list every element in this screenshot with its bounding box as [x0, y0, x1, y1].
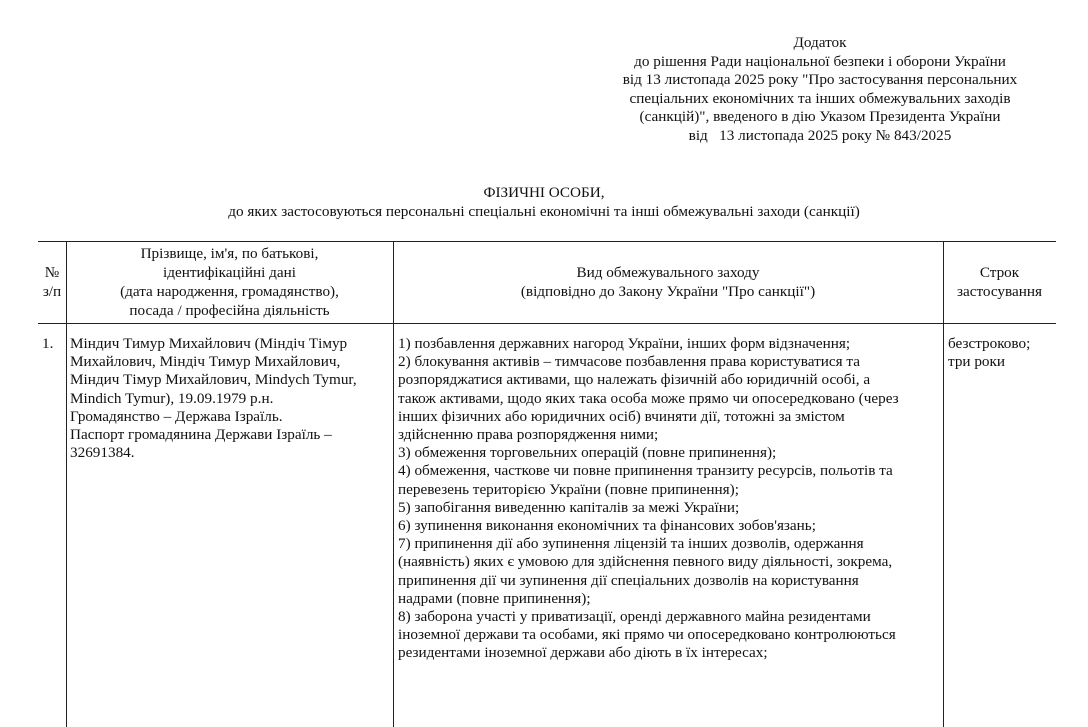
header-person-line: Прізвище, ім'я, по батькові, [140, 245, 319, 262]
measure-line: 8) заборона участі у приватизації, оренді державного майна резидентами [398, 608, 871, 626]
person-line: Громадянство – Держава Ізраїль. [70, 407, 283, 425]
header-term-line: застосування [957, 283, 1042, 300]
restrictive-measures [398, 335, 938, 663]
document-title [0, 183, 1088, 221]
appendix-line: від 13 листопада 2025 року № 843/2025 [688, 126, 952, 144]
measure-line: здійсненню права розпорядження ними; [398, 426, 659, 444]
measure-line: (наявність) яких є умовою для здійснення певного виду діяльності, зокрема, [398, 553, 893, 571]
measure-line: 2) блокування активів – тимчасове позбавлення права користуватися та [398, 353, 860, 371]
measure-line: розпоряджатися активами, що належать фізичній або юридичній особі, а [398, 371, 871, 389]
term-line: три роки [948, 353, 1006, 371]
measure-line: також активами, щодо яких така особа може прямо чи опосередковано (через [398, 389, 899, 407]
row-number-text: 1. [42, 335, 54, 352]
row-number [42, 335, 64, 353]
header-measure-line: Вид обмежувального заходу [576, 264, 760, 281]
measure-line: 1) позбавлення державних нагород України, інших форм відзначення; [398, 335, 851, 352]
header-measure [393, 241, 943, 323]
person-line: Mindich Tymur), 19.09.1979 р.н. [70, 389, 274, 407]
header-person-line: посада / професійна діяльність [129, 302, 330, 319]
measure-line: 7) припинення дії або зупинення ліцензій та інших дозволів, одержання [398, 535, 864, 553]
person-line: 32691384. [70, 444, 135, 462]
measure-line: 3) обмеження торговельних операцій (повне припинення); [398, 444, 777, 462]
measure-line: припинення дії чи зупинення дії спеціальних дозволів на користування [398, 571, 859, 589]
table-header-divider [38, 323, 1056, 324]
measure-line: 6) зупинення виконання економічних та фінансових зобов'язань; [398, 517, 816, 535]
appendix-line: спеціальних економічних та інших обмежувальних заходів [629, 89, 1011, 107]
person-line: Михайлович, Міндіч Тимур Михайлович, [70, 353, 341, 371]
header-term-line: Строк [979, 264, 1020, 281]
measure-line: інших фізичних або юридичних осіб) вчиняти дії, тотожні за змістом [398, 407, 845, 425]
measure-line: надрами (повне припинення); [398, 589, 591, 607]
header-number [38, 241, 66, 323]
application-term [948, 335, 1052, 371]
measure-line: 5) запобігання виведенню капіталів за межі України; [398, 498, 740, 516]
appendix-line: до рішення Ради національної безпеки і оборони України [634, 52, 1006, 70]
person-line: Паспорт громадянина Держави Ізраїль – [70, 426, 332, 444]
header-measure-line: (відповідно до Закону України "Про санкції") [520, 283, 816, 300]
appendix-header [570, 34, 1070, 146]
appendix-line: від 13 листопада 2025 року "Про застосування персональних [622, 71, 1018, 89]
measure-line: 4) обмеження, часткове чи повне припинення транзиту ресурсів, польотів та [398, 462, 893, 480]
measure-line: перевезень територією України (повне припинення); [398, 480, 739, 498]
appendix-line: Додаток [793, 34, 847, 51]
header-number-line: з/п [42, 283, 62, 300]
title-subtitle: до яких застосовуються персональні спеціальні економічні та інші обмежувальні заходи (санкції) [228, 203, 860, 220]
title-main: ФІЗИЧНІ ОСОБИ, [483, 184, 605, 201]
measure-line: резидентами іноземної держави або діють в їх інтересах; [398, 644, 768, 662]
person-details [70, 335, 390, 462]
header-person-line: ідентифікаційні дані [163, 264, 296, 281]
person-line: Міндич Тимур Михайлович (Міндіч Тімур [70, 335, 348, 352]
header-term [943, 241, 1056, 323]
header-number-line: № [44, 264, 60, 281]
appendix-line: (санкцій)", введеного в дію Указом Президента України [639, 108, 1001, 126]
term-line: безстроково; [948, 335, 1031, 352]
header-person-line: (дата народження, громадянство), [120, 283, 339, 300]
header-person [66, 241, 393, 323]
person-line: Міндич Тімур Михайлович, Mindych Tymur, [70, 371, 357, 389]
measure-line: іноземної держави та особами, які прямо чи опосередковано контролюються [398, 626, 896, 644]
